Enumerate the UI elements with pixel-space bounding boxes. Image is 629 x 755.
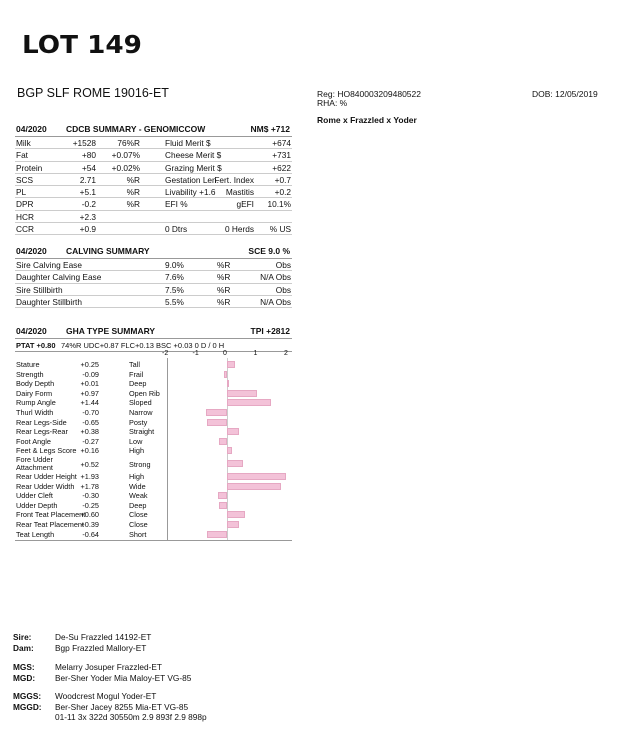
cdcb-cell: HCR: [16, 211, 34, 222]
trait-value: +1.44: [80, 398, 99, 408]
cdcb-cell: Fert. Index: [214, 174, 254, 185]
cdcb-cell: +5.1: [79, 187, 96, 198]
trait-bar: [227, 390, 257, 397]
dam-label: Dam:: [13, 643, 34, 653]
cdcb-cell: PL: [16, 187, 27, 198]
cdcb-cell: +0.2: [274, 187, 291, 198]
bull-name: BGP SLF ROME 19016-ET: [17, 86, 169, 100]
trait-name: Udder Depth: [16, 500, 58, 510]
trait-name: Foot Angle: [16, 436, 51, 446]
cdcb-cell: Cheese Merit $: [165, 150, 222, 161]
calving-title: CALVING SUMMARY: [66, 246, 150, 256]
rha: RHA: %: [317, 98, 348, 108]
cdcb-row: [15, 198, 292, 210]
trait-description: Low: [129, 436, 143, 446]
trait-value: +0.16: [80, 446, 99, 456]
trait-name: Rump Angle: [16, 398, 56, 408]
calving-cell: %R: [217, 260, 231, 270]
mgs-label: MGS:: [13, 662, 35, 672]
type-trait-row: [15, 472, 291, 482]
trait-name: Dairy Form: [16, 388, 53, 398]
trait-bar: [219, 502, 227, 509]
trait-name: Front Teat Placement: [16, 510, 86, 520]
trait-description: Posty: [129, 417, 148, 427]
cdcb-cell: Mastitis: [225, 187, 254, 198]
cdcb-cell: Fluid Merit $: [165, 138, 211, 148]
ptat-row: [15, 339, 292, 352]
calving-row: [15, 296, 292, 308]
type-trait-row: [15, 456, 291, 472]
trait-bar: [207, 419, 227, 426]
cdcb-cell: +0.9: [79, 224, 96, 235]
type-trait-row: [15, 408, 291, 418]
type-trait-row: [15, 501, 291, 511]
calving-cell: 7.6%: [165, 272, 184, 283]
cdcb-row: [15, 186, 292, 198]
calving-index: SCE 9.0 %: [248, 246, 290, 256]
cdcb-cell: +674: [272, 138, 291, 148]
mggd-label: MGGD:: [13, 702, 42, 712]
trait-bar: [227, 447, 232, 454]
cdcb-index: NM$ +712: [250, 124, 290, 134]
type-summary: [15, 324, 292, 352]
lot-number: LOT 149: [22, 30, 142, 59]
type-trait-row: [15, 389, 291, 399]
axis-tick-label: 1: [253, 350, 258, 357]
trait-value: +1.93: [80, 472, 99, 481]
cdcb-row: [15, 137, 292, 149]
registration: Reg: HO840003209480522: [317, 89, 421, 99]
trait-description: Short: [129, 529, 147, 539]
calving-cell: Obs: [275, 260, 291, 270]
type-trait-row: [15, 437, 291, 447]
axis-tick-label: -1: [192, 350, 199, 357]
mggd-record: 01-11 3x 322d 30550m 2.9 893f 2.9 898p: [55, 712, 207, 722]
cdcb-header: [15, 122, 292, 137]
cdcb-cell: % US: [269, 224, 291, 235]
calving-cell: Sire Stillbirth: [16, 284, 63, 295]
type-bottom-border: [15, 540, 292, 541]
cdcb-row: [15, 149, 292, 161]
calving-row: [15, 259, 292, 271]
trait-description: Deep: [129, 500, 147, 510]
trait-bar: [218, 492, 227, 499]
mgs-name: Melarry Josuper Frazzled-ET: [55, 662, 162, 672]
mggs-label: MGGS:: [13, 691, 42, 701]
trait-description: Wide: [129, 481, 146, 491]
cdcb-cell: +80: [81, 150, 96, 161]
calving-cell: Obs: [275, 284, 291, 295]
trait-name: Udder Cleft: [16, 491, 53, 501]
calving-cell: N/A Obs: [260, 272, 291, 283]
trait-value: -0.25: [82, 500, 99, 510]
type-date: 04/2020: [16, 326, 47, 336]
type-header: [15, 324, 292, 339]
sire-label: Sire:: [13, 632, 32, 642]
type-trait-row: [15, 418, 291, 428]
cdcb-row: [15, 223, 292, 235]
calving-cell: Daughter Calving Ease: [16, 272, 102, 283]
trait-value: +0.52: [80, 460, 99, 469]
trait-name: Rear Udder Height: [16, 472, 77, 481]
type-title: GHA TYPE SUMMARY: [66, 326, 156, 336]
trait-value: -0.64: [82, 529, 99, 539]
trait-name: Rear Legs-Side: [16, 417, 67, 427]
calving-header: [15, 244, 292, 259]
cdcb-cell: +731: [272, 150, 291, 161]
type-trait-row: [15, 379, 291, 389]
trait-bar: [227, 460, 243, 467]
cdcb-cell: %R: [126, 187, 140, 198]
cdcb-cell: Protein: [16, 162, 43, 173]
calving-cell: 9.0%: [165, 260, 184, 270]
trait-description: Sloped: [129, 398, 152, 408]
cdcb-cell: SCS: [16, 174, 34, 185]
trait-name: Feet & Legs Score: [16, 446, 77, 456]
cdcb-cell: +1528: [72, 138, 96, 148]
cdcb-date: 04/2020: [16, 124, 47, 134]
trait-name: Rear Legs-Rear: [16, 427, 68, 437]
calving-cell: N/A Obs: [260, 296, 291, 307]
cdcb-summary: [15, 122, 292, 235]
cdcb-cell: Milk: [16, 138, 31, 148]
cdcb-cell: 2.71: [79, 174, 96, 185]
trait-description: Weak: [129, 491, 148, 501]
mggs-name: Woodcrest Mogul Yoder-ET: [55, 691, 157, 701]
trait-name: Teat Length: [16, 529, 55, 539]
trait-bar: [227, 473, 286, 480]
trait-bar: [227, 521, 239, 528]
trait-bar: [227, 361, 235, 368]
trait-value: +0.60: [80, 510, 99, 520]
type-trait-row: [15, 360, 291, 370]
cdcb-cell: 0 Herds: [224, 224, 254, 235]
trait-bar: [227, 380, 229, 387]
calving-date: 04/2020: [16, 246, 47, 256]
cdcb-cell: DPR: [16, 199, 34, 210]
type-trait-row: [15, 491, 291, 501]
trait-bar: [227, 511, 245, 518]
cdcb-cell: Fat: [16, 150, 28, 161]
cdcb-row: [15, 211, 292, 223]
trait-value: -0.30: [82, 491, 99, 501]
axis-tick-label: 2: [284, 350, 288, 357]
calving-cell: Daughter Stillbirth: [16, 296, 82, 307]
trait-name: Fore Udder Attachment: [16, 455, 53, 472]
trait-description: High: [129, 472, 145, 481]
cdcb-cell: Gestation Len.: [165, 174, 219, 185]
cdcb-cell: +0.07%: [111, 150, 140, 161]
trait-bar: [227, 428, 239, 435]
cdcb-title: CDCB SUMMARY - GENOMICCOW: [66, 124, 206, 134]
ptat-value: PTAT +0.80: [16, 341, 56, 350]
dam-name: Bgp Frazzled Mallory-ET: [55, 643, 147, 653]
trait-description: Open Rib: [129, 388, 160, 398]
cdcb-cell: +0.02%: [111, 162, 140, 173]
cdcb-cell: -0.2: [81, 199, 96, 210]
type-index: TPI +2812: [250, 326, 290, 336]
cdcb-cell: Livability +1.6: [165, 187, 216, 198]
type-trait-row: [15, 520, 291, 530]
calving-cell: %R: [217, 284, 231, 295]
trait-bar: [227, 483, 281, 490]
calving-cell: 7.5%: [165, 284, 184, 295]
trait-value: +0.38: [80, 427, 99, 437]
type-trait-row: [15, 427, 291, 437]
axis-tick-label: 0: [223, 350, 227, 357]
trait-name: Rear Teat Placement: [16, 520, 85, 529]
trait-description: Close: [129, 520, 148, 529]
calving-cell: %R: [217, 272, 231, 283]
cdcb-row: [15, 162, 292, 174]
mgd-label: MGD:: [13, 673, 36, 683]
trait-bar: [207, 531, 227, 538]
cdcb-cell: 76%R: [117, 138, 140, 148]
calving-row: [15, 271, 292, 283]
cdcb-cell: %R: [126, 199, 140, 210]
trait-description: Frail: [129, 369, 144, 379]
trait-description: Tall: [129, 360, 140, 369]
trait-description: Straight: [129, 427, 155, 437]
trait-bar: [224, 371, 227, 378]
sire-name: De-Su Frazzled 14192-ET: [55, 632, 152, 642]
trait-name: Thurl Width: [16, 408, 54, 417]
type-trait-row: [15, 530, 291, 540]
trait-value: +0.97: [80, 388, 99, 398]
ptat-details: 74%R UDC+0.87 FLC+0.13 BSC +0.03 0 D / 0 H: [61, 341, 225, 350]
cdcb-cell: 10.1%: [267, 199, 291, 210]
trait-value: -0.09: [82, 369, 99, 379]
mggd-name: Ber-Sher Jacey 8255 Mia-ET VG-85: [55, 702, 189, 712]
trait-bar: [219, 438, 227, 445]
cdcb-cell: Grazing Merit $: [165, 162, 222, 173]
cdcb-cell: +2.3: [79, 211, 96, 222]
cdcb-cell: EFI %: [165, 199, 188, 210]
trait-value: -0.65: [82, 417, 99, 427]
trait-value: -0.70: [82, 408, 99, 417]
trait-value: +1.78: [80, 481, 99, 491]
axis-tick-label: -2: [162, 350, 169, 357]
trait-bar: [227, 399, 271, 406]
trait-description: Narrow: [129, 408, 153, 417]
dob: DOB: 12/05/2019: [532, 89, 598, 99]
calving-summary: [15, 244, 292, 308]
cdcb-row: [15, 174, 292, 186]
type-trait-row: [15, 370, 291, 380]
calving-cell: Sire Calving Ease: [16, 260, 82, 270]
trait-description: Strong: [129, 460, 151, 469]
trait-name: Stature: [16, 360, 40, 369]
type-trait-row: [15, 398, 291, 408]
type-trait-row: [15, 482, 291, 492]
trait-value: +0.39: [80, 520, 99, 529]
type-trait-row: [15, 446, 291, 456]
calving-row: [15, 284, 292, 296]
cdcb-cell: +622: [272, 162, 291, 173]
cdcb-cell: %R: [126, 174, 140, 185]
cdcb-cell: +54: [81, 162, 96, 173]
cdcb-cell: 0 Dtrs: [165, 224, 188, 235]
trait-bar: [206, 409, 227, 416]
trait-name: Rear Udder Width: [16, 481, 75, 491]
calving-cell: 5.5%: [165, 296, 184, 307]
cdcb-cell: +0.7: [274, 174, 291, 185]
trait-description: Close: [129, 510, 148, 520]
trait-name: Strength: [16, 369, 44, 379]
trait-value: +0.25: [80, 360, 99, 369]
trait-value: -0.27: [82, 436, 99, 446]
mgd-name: Ber-Sher Yoder Mia Maloy-ET VG-85: [55, 673, 192, 683]
trait-value: +0.01: [80, 379, 99, 389]
trait-description: High: [129, 446, 145, 456]
type-trait-row: [15, 510, 291, 520]
calving-cell: %R: [217, 296, 231, 307]
cdcb-cell: gEFI: [236, 199, 254, 210]
cdcb-cell: CCR: [16, 224, 34, 235]
trait-description: Deep: [129, 379, 147, 389]
pedigree-line: Rome x Frazzled x Yoder: [317, 115, 417, 125]
trait-name: Body Depth: [16, 379, 55, 389]
